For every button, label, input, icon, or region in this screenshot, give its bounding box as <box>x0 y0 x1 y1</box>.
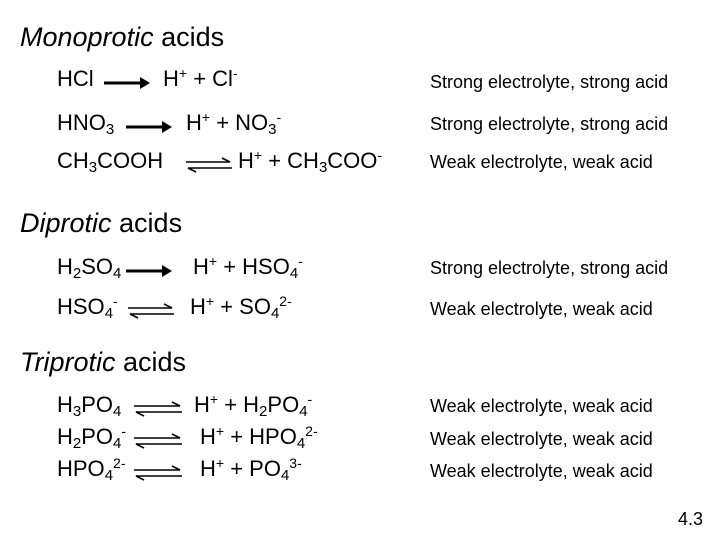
products-formula <box>190 294 292 320</box>
formula-part: H <box>57 254 73 279</box>
reactant-formula <box>57 254 121 280</box>
acid-description: Weak electrolyte, weak acid <box>430 429 653 449</box>
formula-part: COOH <box>97 148 164 173</box>
products-formula <box>194 392 312 418</box>
formula-part: H <box>238 148 254 173</box>
acid-description: Weak electrolyte, weak acid <box>430 152 653 172</box>
formula-part: 4 <box>113 265 122 282</box>
formula-part: HSO <box>57 294 105 319</box>
formula-part: - <box>276 109 282 125</box>
formula-part: - <box>377 147 383 163</box>
formula-part: - <box>121 423 127 439</box>
formula-part: 4 <box>280 467 290 484</box>
formula-part: H <box>190 294 206 319</box>
formula-part: 2- <box>305 423 318 439</box>
formula-part: - <box>307 391 313 407</box>
formula-part: H <box>163 66 179 91</box>
formula-part: 2 <box>72 265 82 282</box>
formula-part: PO <box>81 424 114 449</box>
products-formula <box>200 424 318 450</box>
heading-triprotic <box>20 347 186 378</box>
formula-part: + <box>208 253 218 269</box>
formula-part: 4 <box>104 305 114 322</box>
formula-part: 4 <box>113 435 122 452</box>
formula-part: + Cl <box>187 66 233 91</box>
formula-part: 2 <box>72 435 82 452</box>
slide-number: 4.3 <box>678 509 704 529</box>
formula-part: H <box>57 392 73 417</box>
formula-part: 2- <box>113 455 126 471</box>
products-formula <box>200 456 302 482</box>
acid-description: Weak electrolyte, weak acid <box>430 299 653 319</box>
formula-part: CH <box>57 148 89 173</box>
formula-part: H <box>200 456 216 481</box>
equilibrium-arrow-icon <box>134 401 182 417</box>
products-formula <box>186 110 281 136</box>
formula-part: + CH <box>262 148 319 173</box>
acid-description: Strong electrolyte, strong acid <box>430 114 669 134</box>
formula-part: + <box>215 423 225 439</box>
formula-part: + PO <box>224 456 281 481</box>
formula-part: + NO <box>210 110 269 135</box>
heading-italic: Diprotic <box>20 208 112 238</box>
formula-part: COO <box>327 148 378 173</box>
reactant-formula <box>57 392 121 418</box>
formula-part: 3 <box>88 159 98 176</box>
formula-part: + <box>201 109 211 125</box>
heading-italic: Monoprotic <box>20 22 154 52</box>
formula-part: HPO <box>57 456 105 481</box>
forward-arrow-icon <box>126 263 172 279</box>
formula-part: 4 <box>270 305 280 322</box>
formula-part: 4 <box>299 403 308 420</box>
acid-description: Weak electrolyte, weak acid <box>430 396 653 416</box>
formula-part: + SO <box>214 294 271 319</box>
formula-part: 4 <box>296 435 306 452</box>
formula-part: H <box>186 110 202 135</box>
formula-part: + H <box>218 392 260 417</box>
equilibrium-arrow-icon <box>134 433 182 449</box>
heading-monoprotic <box>20 22 224 53</box>
formula-part: 2 <box>259 403 268 420</box>
formula-part: + <box>215 455 225 471</box>
formula-part: - <box>298 253 303 269</box>
reactant-formula <box>57 66 94 92</box>
products-formula <box>193 254 303 280</box>
formula-part: PO <box>81 392 114 417</box>
forward-arrow-icon <box>126 119 172 135</box>
heading-diprotic <box>20 208 182 239</box>
formula-part: H <box>57 424 73 449</box>
formula-part: 3 <box>72 403 82 420</box>
heading-rest: acids <box>115 347 187 377</box>
formula-part: + <box>178 65 188 81</box>
formula-part: 4 <box>104 467 114 484</box>
formula-part: H <box>194 392 210 417</box>
formula-part: H <box>193 254 209 279</box>
products-formula <box>163 66 238 92</box>
formula-part: SO <box>81 254 114 279</box>
reactant-formula <box>57 110 114 136</box>
formula-part: 4 <box>289 265 299 282</box>
acid-description: Strong electrolyte, strong acid <box>430 72 669 92</box>
reactant-formula <box>57 294 118 320</box>
acid-description: Weak electrolyte, weak acid <box>430 461 653 481</box>
formula-part: HNO <box>57 110 106 135</box>
formula-part: - <box>113 293 118 309</box>
formula-part: + <box>205 293 215 309</box>
formula-part: 3 <box>105 121 115 138</box>
products-formula <box>238 148 382 174</box>
heading-rest: acids <box>111 208 183 238</box>
acid-description: Strong electrolyte, strong acid <box>430 258 669 278</box>
formula-part: 3 <box>268 121 277 138</box>
formula-part: H <box>200 424 216 449</box>
formula-part: PO <box>267 392 300 417</box>
forward-arrow-icon <box>104 75 150 91</box>
formula-part: 3 <box>318 159 328 176</box>
formula-part: 4 <box>113 403 122 420</box>
equilibrium-arrow-icon <box>134 465 182 481</box>
formula-part: + HPO <box>224 424 297 449</box>
equilibrium-arrow-icon <box>186 157 232 173</box>
formula-part: - <box>232 65 238 81</box>
formula-part: + <box>253 147 263 163</box>
formula-part: + <box>209 391 219 407</box>
reactant-formula <box>57 424 126 450</box>
heading-italic: Triprotic <box>20 347 116 377</box>
formula-part: 2- <box>279 293 292 309</box>
equilibrium-arrow-icon <box>128 303 174 319</box>
formula-part: 3- <box>289 455 302 471</box>
formula-part: + HSO <box>217 254 290 279</box>
heading-rest: acids <box>153 22 225 52</box>
reactant-formula <box>57 456 125 482</box>
reactant-formula <box>57 148 163 174</box>
formula-part: HCl <box>57 66 94 91</box>
